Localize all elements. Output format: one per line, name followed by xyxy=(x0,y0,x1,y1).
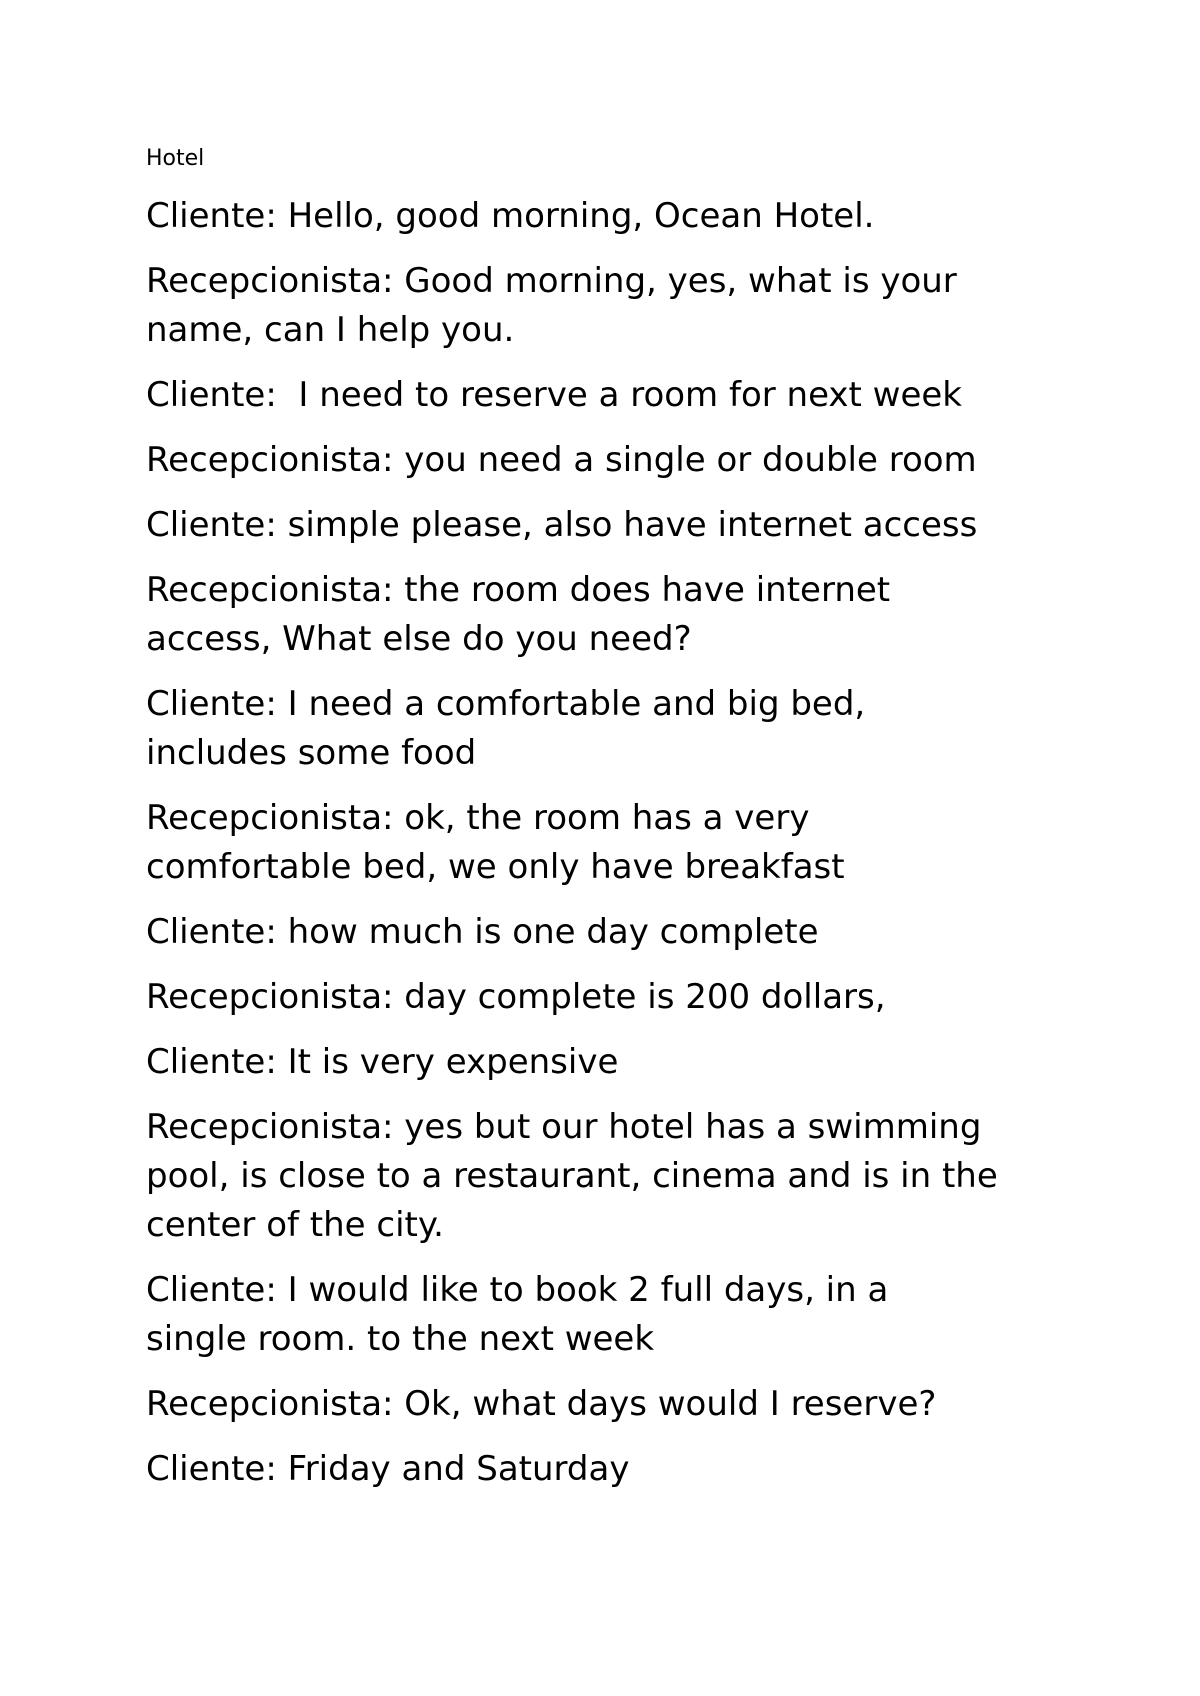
dialogue-line: Cliente: simple please, also have internet access xyxy=(146,505,978,545)
dialogue-line: Cliente: Hello, good morning, Ocean Hotel. xyxy=(146,196,875,236)
dialogue-line: Recepcionista: you need a single or double room xyxy=(146,440,977,480)
dialogue-line: Cliente: how much is one day complete xyxy=(146,912,819,952)
dialogue-line: Recepcionista: day complete is 200 dollars, xyxy=(146,977,886,1017)
dialogue-line: Recepcionista: yes but our hotel has a swimming pool, is close to a restaurant, cinema and is in the center of the city. xyxy=(146,1107,998,1245)
document-title: Hotel xyxy=(146,146,205,171)
dialogue-line: Recepcionista: Good morning, yes, what is your name, can I help you. xyxy=(146,261,957,350)
dialogue-line: Cliente: I need to reserve a room for next week xyxy=(146,375,962,415)
document-body xyxy=(146,143,1086,1510)
dialogue-line: Cliente: I would like to book 2 full days, in a single room. to the next week xyxy=(146,1270,889,1359)
dialogue-line: Recepcionista: the room does have internet access, What else do you need? xyxy=(146,570,891,659)
dialogue-line: Recepcionista: ok, the room has a very comfortable bed, we only have breakfast xyxy=(146,798,845,887)
dialogue-line: Cliente: I need a comfortable and big bed, includes some food xyxy=(146,684,866,773)
dialogue-line: Cliente: Friday and Saturday xyxy=(146,1449,630,1489)
dialogue-line: Recepcionista: Ok, what days would I reserve? xyxy=(146,1384,937,1424)
dialogue-line: Cliente: It is very expensive xyxy=(146,1042,619,1082)
